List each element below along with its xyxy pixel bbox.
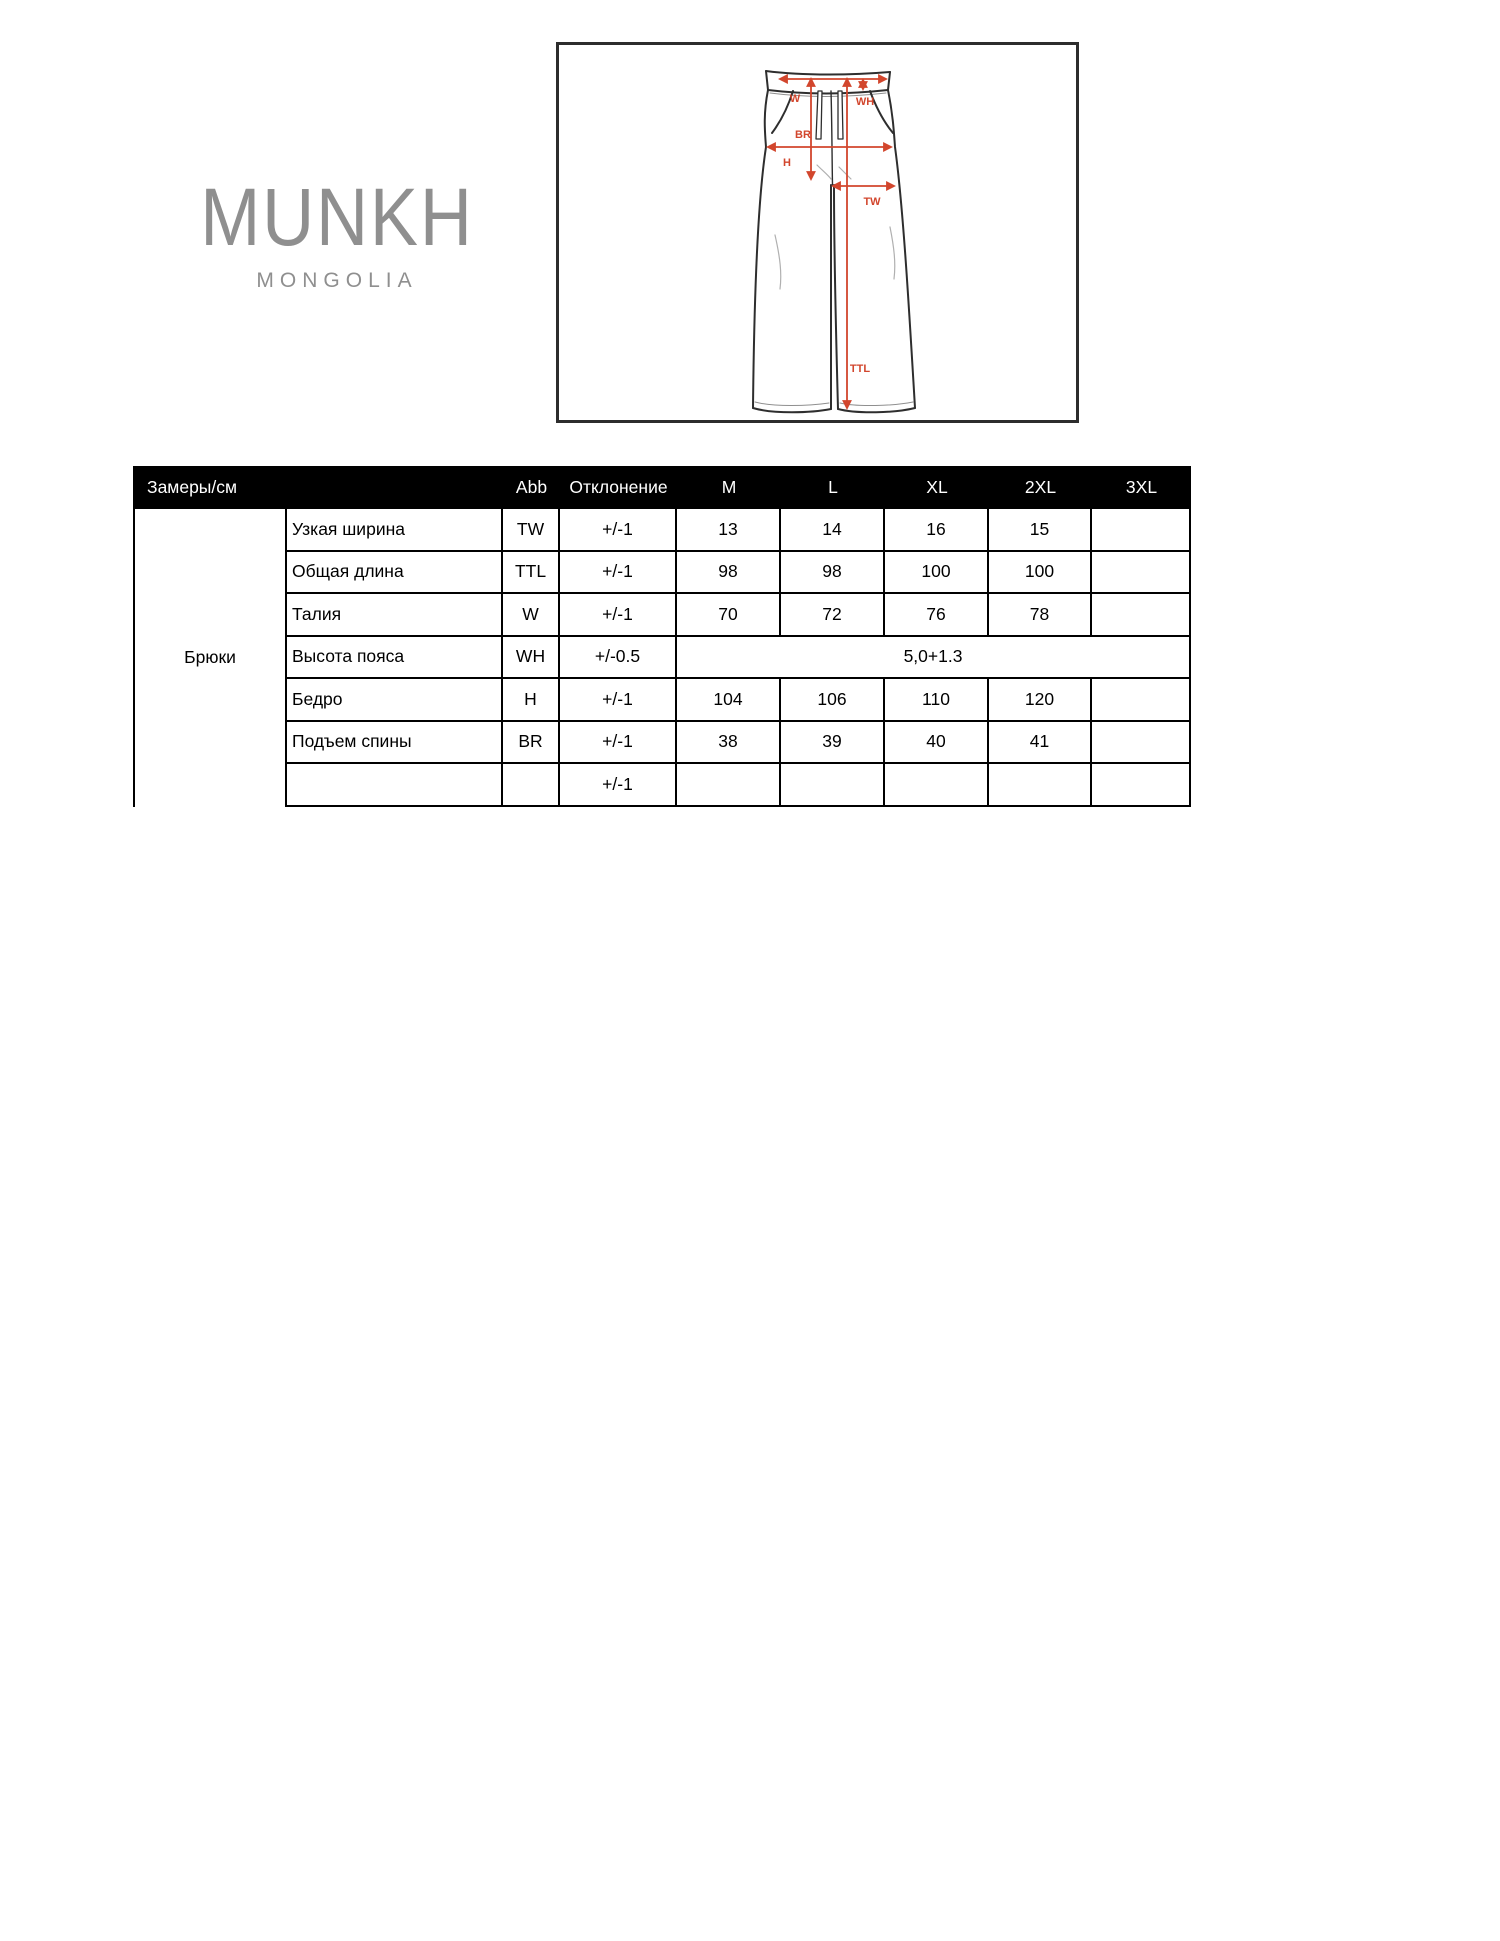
row-label (287, 764, 503, 807)
right-inseam (834, 185, 838, 409)
measure-label-ttl: TTL (849, 363, 871, 375)
left-outer-seam (753, 90, 768, 408)
brand-subtitle: MONGOLIA (256, 269, 418, 292)
row-tolerance: +/-1 (560, 722, 677, 765)
cell-merged-sizes: 5,0+1.3 (677, 637, 1191, 680)
cell-xl (885, 764, 989, 807)
right-outer-seam (888, 90, 915, 408)
header-tolerance: Отклонение (560, 466, 677, 509)
cell-xl: 40 (885, 722, 989, 765)
row-tolerance: +/-1 (560, 552, 677, 595)
crotch-wrinkle-2 (839, 167, 851, 179)
cell-m: 104 (677, 679, 781, 722)
drawstring-left (816, 91, 822, 139)
cell-m (677, 764, 781, 807)
row-abb: W (503, 594, 560, 637)
row-label: Высота пояса (287, 637, 503, 680)
center-front-seam (831, 91, 833, 185)
waistband-top (766, 71, 890, 75)
cell-2xl: 41 (989, 722, 1092, 765)
row-abb: BR (503, 722, 560, 765)
cell-l: 14 (781, 509, 885, 552)
row-label: Узкая ширина (287, 509, 503, 552)
cell-m: 13 (677, 509, 781, 552)
cell-l: 98 (781, 552, 885, 595)
left-knee-wrinkle (775, 235, 781, 289)
header-size-l: L (781, 466, 885, 509)
cell-2xl: 15 (989, 509, 1092, 552)
cell-3xl (1092, 764, 1191, 807)
header-size-m: M (677, 466, 781, 509)
row-label: Талия (287, 594, 503, 637)
cell-m: 98 (677, 552, 781, 595)
pants-technical-drawing (559, 45, 1076, 420)
row-tolerance: +/-1 (560, 764, 677, 807)
cell-2xl (989, 764, 1092, 807)
measure-label-wh: WH (855, 96, 875, 108)
cell-2xl: 120 (989, 679, 1092, 722)
size-table (133, 466, 1191, 807)
cell-2xl: 100 (989, 552, 1092, 595)
pants-outline (753, 71, 915, 412)
row-tolerance: +/-1 (560, 594, 677, 637)
row-label: Бедро (287, 679, 503, 722)
cell-3xl (1092, 509, 1191, 552)
measure-label-w: W (789, 93, 801, 105)
cell-l (781, 764, 885, 807)
header-size-3xl: 3XL (1092, 466, 1191, 509)
row-label: Подъем спины (287, 722, 503, 765)
row-abb: TW (503, 509, 560, 552)
header-size-2xl: 2XL (989, 466, 1092, 509)
left-hem-stitch (755, 402, 829, 406)
waistband-left-edge (766, 71, 768, 90)
cell-3xl (1092, 722, 1191, 765)
cell-2xl: 78 (989, 594, 1092, 637)
row-abb: TTL (503, 552, 560, 595)
garment-group-label: Брюки (133, 509, 287, 807)
right-knee-wrinkle (890, 227, 895, 279)
measure-label-tw: TW (863, 196, 881, 208)
left-hem (753, 408, 831, 412)
brand-name: MUNKH (200, 172, 474, 263)
measure-label-h: H (783, 157, 791, 169)
cell-3xl (1092, 552, 1191, 595)
brand-logo (157, 172, 517, 293)
cell-xl: 110 (885, 679, 989, 722)
cell-l: 39 (781, 722, 885, 765)
cell-3xl (1092, 594, 1191, 637)
header-size-xl: XL (885, 466, 989, 509)
cell-xl: 100 (885, 552, 989, 595)
cell-3xl (1092, 679, 1191, 722)
right-hem (838, 408, 915, 412)
cell-xl: 76 (885, 594, 989, 637)
row-tolerance: +/-0.5 (560, 637, 677, 680)
row-abb (503, 764, 560, 807)
row-label: Общая длина (287, 552, 503, 595)
pants-diagram-box (556, 42, 1079, 423)
row-abb: WH (503, 637, 560, 680)
row-tolerance: +/-1 (560, 509, 677, 552)
cell-l: 72 (781, 594, 885, 637)
drawstring-right (838, 91, 843, 139)
waistband-right-edge (888, 72, 890, 90)
row-tolerance: +/-1 (560, 679, 677, 722)
measure-label-br: BR (795, 129, 811, 141)
header-abb: Abb (503, 466, 560, 509)
cell-l: 106 (781, 679, 885, 722)
cell-xl: 16 (885, 509, 989, 552)
right-hem-stitch (840, 402, 913, 406)
cell-m: 38 (677, 722, 781, 765)
crotch-wrinkle-1 (817, 165, 831, 179)
cell-m: 70 (677, 594, 781, 637)
row-abb: H (503, 679, 560, 722)
header-measure: Замеры/см (133, 466, 503, 509)
